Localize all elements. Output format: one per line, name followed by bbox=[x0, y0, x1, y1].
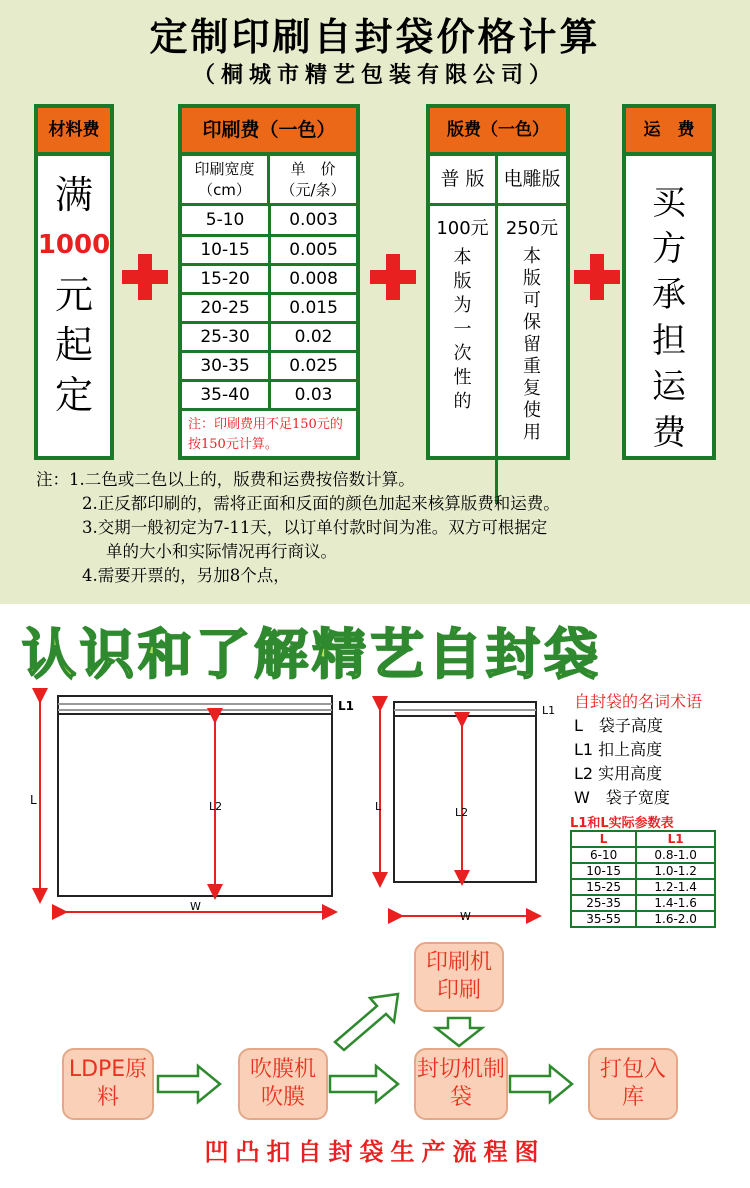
shipping-fee-header: 运 费 bbox=[626, 108, 712, 156]
width-cell: 10-15 bbox=[182, 235, 270, 264]
price-cell: 0.005 bbox=[270, 235, 356, 264]
char: 运 bbox=[652, 367, 686, 407]
note-2: 2.正反都印刷的，需将正面和反面的颜色加起来核算版费和运费。 bbox=[82, 494, 560, 513]
material-fee-box bbox=[34, 104, 114, 460]
price-row bbox=[182, 293, 356, 322]
engraved-plate-price: 250元 bbox=[505, 218, 559, 239]
char: 重 bbox=[523, 356, 541, 377]
standard-plate-label: 普 版 bbox=[430, 156, 495, 206]
price-cell: 0.008 bbox=[270, 264, 356, 293]
term-item: W 袋子宽度 bbox=[574, 788, 670, 807]
standard-plate-price: 100元 bbox=[436, 218, 489, 239]
label-L2: L2 bbox=[209, 800, 223, 813]
term-item: L2 实用高度 bbox=[574, 764, 663, 783]
plate-fee-header: 版费（一色） bbox=[430, 108, 566, 156]
char: 费 bbox=[652, 413, 686, 453]
section-title: 认识和了解精艺自封袋 bbox=[22, 622, 602, 686]
char: 的 bbox=[453, 391, 472, 412]
param-cell: 1.0-1.2 bbox=[636, 863, 715, 879]
flow-step-blow bbox=[238, 1048, 328, 1120]
char: 使 bbox=[523, 400, 541, 421]
page-title: 定制印刷自封袋价格计算 bbox=[149, 14, 601, 59]
width-cell: 35-40 bbox=[182, 380, 270, 409]
param-cell: 25-35 bbox=[571, 895, 636, 911]
param-cell: 15-25 bbox=[571, 879, 636, 895]
char: 用 bbox=[523, 422, 541, 443]
engraved-plate-desc bbox=[498, 246, 566, 444]
note-4: 单的大小和实际情况再行商议。 bbox=[106, 542, 337, 561]
material-text-2: 元 bbox=[54, 273, 93, 317]
price-row bbox=[182, 351, 356, 380]
shipping-text bbox=[626, 156, 712, 456]
label-L1: L1 bbox=[542, 704, 556, 717]
price-row bbox=[182, 380, 356, 409]
note-3: 3.交期一般初定为7-11天，以订单付款时间为准。双方可根据定 bbox=[82, 518, 548, 537]
printing-fee-header: 印刷费（一色） bbox=[182, 108, 356, 156]
flow-title: 凹凸扣自封袋生产流程图 bbox=[204, 1138, 546, 1166]
price-column-header: 单 价（元/条） bbox=[280, 160, 346, 199]
terms-title: 自封袋的名词术语 bbox=[574, 692, 703, 711]
flow-step-pack bbox=[588, 1048, 678, 1120]
char: 次 bbox=[453, 343, 472, 364]
price-row bbox=[182, 264, 356, 293]
param-header-row bbox=[571, 831, 715, 847]
plus-icon bbox=[370, 254, 416, 300]
char: 性 bbox=[453, 367, 472, 388]
shipping-fee-box bbox=[622, 104, 716, 460]
param-table-title: L1和L实际参数表 bbox=[570, 816, 674, 831]
plus-icon bbox=[122, 254, 168, 300]
param-row bbox=[571, 863, 715, 879]
label-L1: L1 bbox=[338, 699, 354, 713]
term-item: L 袋子高度 bbox=[574, 716, 663, 735]
small-bag bbox=[394, 702, 536, 882]
char: 版 bbox=[453, 271, 472, 292]
large-bag bbox=[58, 696, 332, 896]
param-table bbox=[570, 830, 716, 928]
flow-step-print-label: 印刷机印刷 bbox=[425, 950, 492, 1003]
flow-step-cut-label: 封切机制袋 bbox=[416, 1057, 505, 1110]
char: 本 bbox=[523, 246, 541, 267]
price-cell: 0.015 bbox=[270, 293, 356, 322]
param-row bbox=[571, 911, 715, 927]
char: 版 bbox=[523, 268, 541, 289]
param-row bbox=[571, 895, 715, 911]
width-cell: 20-25 bbox=[182, 293, 270, 322]
price-row bbox=[182, 235, 356, 264]
price-cell: 0.02 bbox=[270, 322, 356, 351]
char: 一 bbox=[453, 319, 472, 340]
char: 本 bbox=[453, 247, 472, 268]
char: 承 bbox=[652, 275, 686, 315]
width-column-header: 印刷宽度（cm） bbox=[182, 156, 270, 203]
label-L: L bbox=[30, 793, 37, 807]
standard-plate-desc bbox=[430, 246, 495, 414]
param-header: L bbox=[571, 831, 636, 847]
char: 为 bbox=[453, 295, 472, 316]
flow-step-raw-label: LDPE原料 bbox=[68, 1057, 148, 1110]
material-text-4: 定 bbox=[54, 373, 93, 417]
material-fee-header: 材料费 bbox=[38, 108, 110, 156]
price-cell: 0.025 bbox=[270, 351, 356, 380]
label-L2: L2 bbox=[455, 806, 469, 819]
flow-step-pack-label: 打包入库 bbox=[599, 1057, 666, 1110]
material-text-1: 满 bbox=[54, 173, 93, 217]
width-cell: 30-35 bbox=[182, 351, 270, 380]
char: 保 bbox=[523, 312, 541, 333]
printing-fee-box bbox=[178, 104, 360, 460]
param-row bbox=[571, 879, 715, 895]
material-amount: 1000 bbox=[37, 230, 111, 260]
char: 留 bbox=[523, 334, 541, 355]
price-row bbox=[182, 206, 356, 235]
price-row bbox=[182, 322, 356, 351]
char: 买 bbox=[652, 183, 686, 223]
param-row bbox=[571, 847, 715, 863]
terms-list bbox=[574, 690, 702, 810]
printing-price-table bbox=[182, 206, 356, 411]
param-cell: 1.6-2.0 bbox=[636, 911, 715, 927]
param-cell: 6-10 bbox=[571, 847, 636, 863]
width-cell: 5-10 bbox=[182, 206, 270, 235]
param-cell: 35-55 bbox=[571, 911, 636, 927]
bag-diagram bbox=[0, 680, 570, 930]
printing-note: 注：印刷费用不足150元的按150元计算。 bbox=[188, 416, 343, 452]
price-cell: 0.003 bbox=[270, 206, 356, 235]
flow-step-raw bbox=[62, 1048, 154, 1120]
param-cell: 0.8-1.0 bbox=[636, 847, 715, 863]
label-W: W bbox=[460, 910, 471, 923]
flow-step-print bbox=[414, 942, 504, 1012]
engraved-plate-label: 电雕版 bbox=[498, 156, 566, 206]
char: 可 bbox=[523, 290, 541, 311]
width-cell: 25-30 bbox=[182, 322, 270, 351]
company-name: （桐城市精艺包装有限公司） bbox=[192, 63, 557, 88]
label-L: L bbox=[375, 800, 382, 813]
notes bbox=[36, 468, 560, 588]
param-header: L1 bbox=[636, 831, 715, 847]
width-cell: 15-20 bbox=[182, 264, 270, 293]
flow-step-cut bbox=[414, 1048, 508, 1120]
plate-fee-box bbox=[426, 104, 570, 460]
param-cell: 10-15 bbox=[571, 863, 636, 879]
plus-icon bbox=[574, 254, 620, 300]
price-cell: 0.03 bbox=[270, 380, 356, 409]
note-1: 注：1.二色或二色以上的，版费和运费按倍数计算。 bbox=[36, 470, 415, 489]
material-text-3: 起 bbox=[54, 323, 93, 367]
term-item: L1 扣上高度 bbox=[574, 740, 663, 759]
note-5: 4.需要开票的，另加8个点， bbox=[82, 566, 290, 585]
label-W: W bbox=[190, 900, 201, 913]
flow-step-blow-label: 吹膜机吹膜 bbox=[249, 1057, 316, 1110]
char: 复 bbox=[523, 378, 541, 399]
param-cell: 1.2-1.4 bbox=[636, 879, 715, 895]
char: 担 bbox=[652, 321, 686, 361]
char: 方 bbox=[652, 229, 686, 269]
param-cell: 1.4-1.6 bbox=[636, 895, 715, 911]
